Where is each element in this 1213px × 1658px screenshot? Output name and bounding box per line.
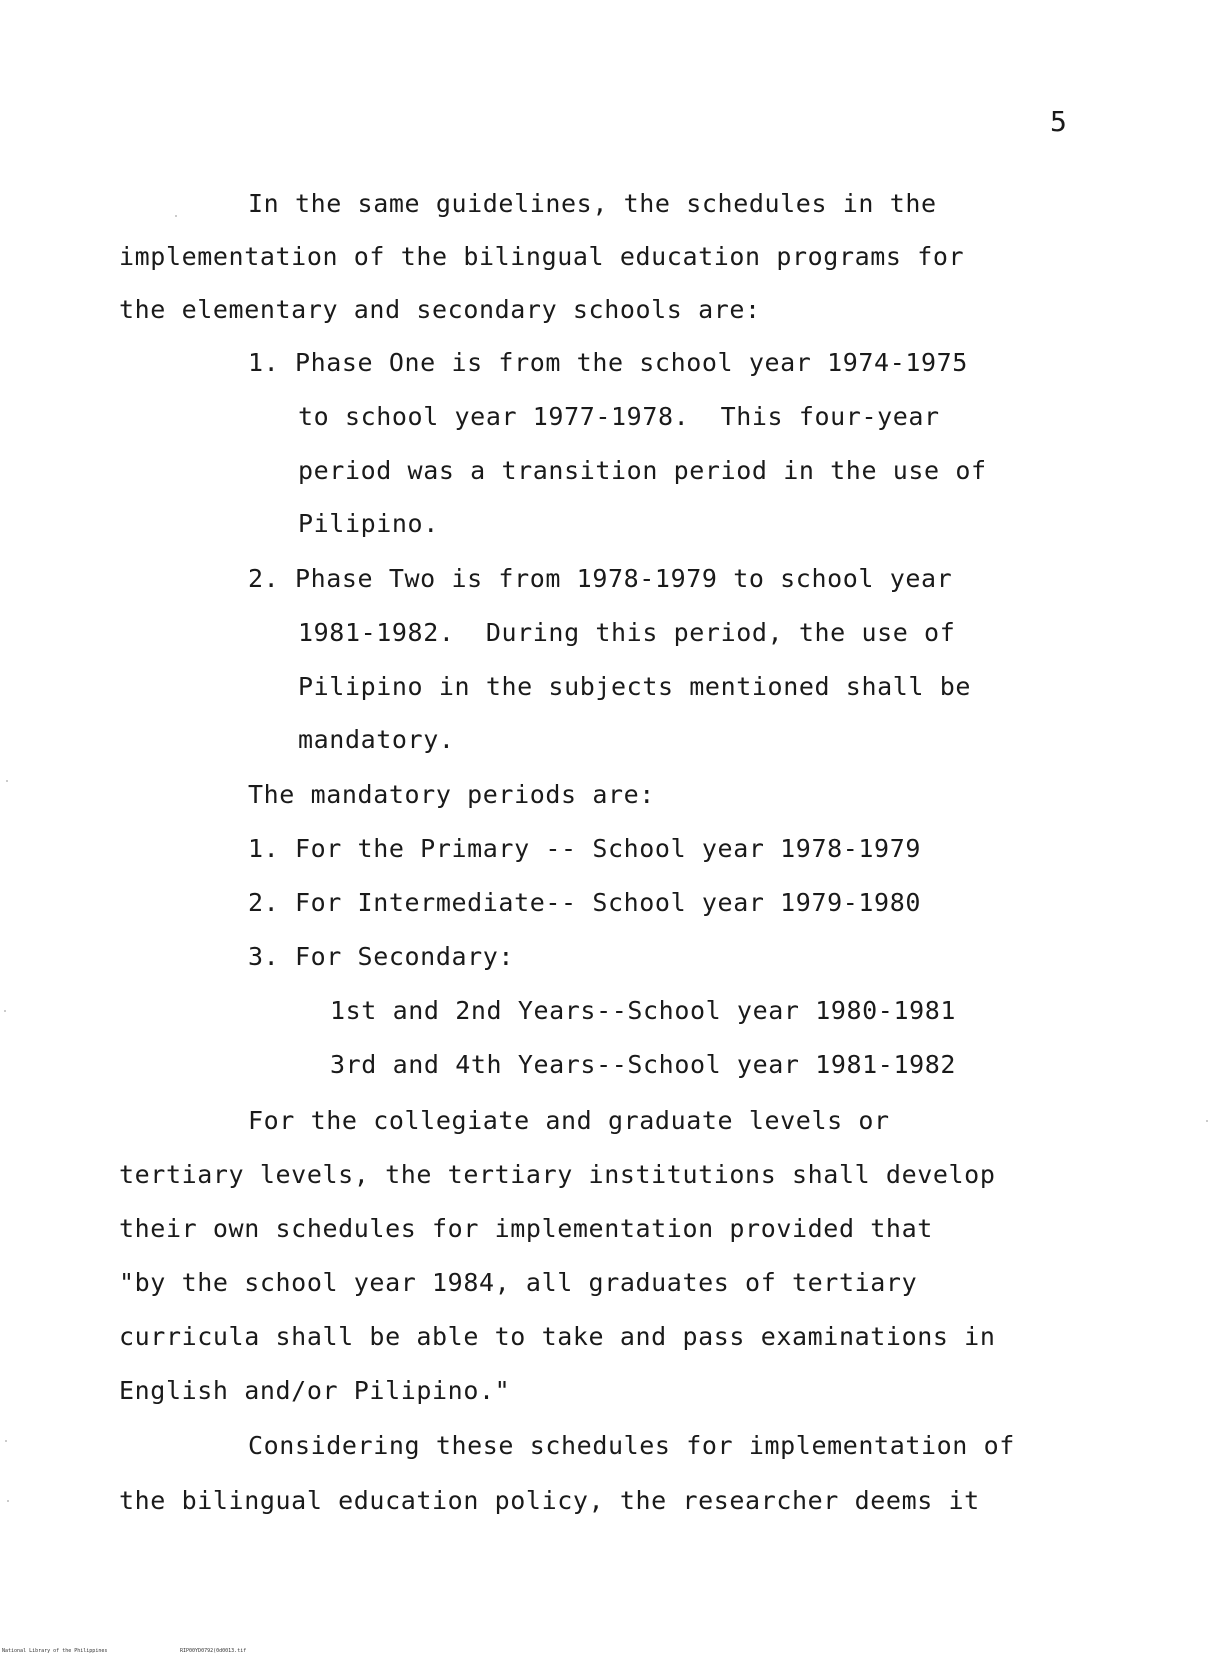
footer-code: RIP00YD0792(0d0013.tif [180,1648,247,1654]
text-line: to school year 1977-1978. This four-year [298,402,940,431]
list-item: 3. For Secondary: [248,942,515,971]
text-line: 1981-1982. During this period, the use of [298,618,956,647]
footer-library: National Library of the Philippines [2,1648,108,1654]
list-item: 1st and 2nd Years--School year 1980-1981 [330,996,957,1025]
text-line: the bilingual education policy, the researcher deems it [119,1486,980,1515]
text-line: Pilipino in the subjects mentioned shall be [298,672,972,701]
scan-speck [1206,1120,1208,1122]
page-number: 5 [1050,105,1067,138]
list-item: 2. For Intermediate-- School year 1979-1980 [248,888,922,917]
list-item: 1. For the Primary -- School year 1978-1979 [248,834,922,863]
text-line: "by the school year 1984, all graduates of tertiary [119,1268,918,1297]
scan-speck [175,215,177,217]
scan-speck [4,1010,6,1012]
scan-speck [7,1500,9,1502]
text-line: tertiary levels, the tertiary institutions shall develop [119,1160,996,1189]
text-line: the elementary and secondary schools are: [119,295,761,324]
text-line: Considering these schedules for implementation of [248,1431,1015,1460]
text-line: English and/or Pilipino." [119,1376,511,1405]
scan-speck [6,780,8,782]
text-line: For the collegiate and graduate levels or [248,1106,890,1135]
text-line: In the same guidelines, the schedules in the [248,189,937,218]
text-line: implementation of the bilingual education programs for [119,242,965,271]
list-item: 1. Phase One is from the school year 1974-1975 [248,348,968,377]
text-line: Pilipino. [298,509,439,538]
text-line: their own schedules for implementation provided that [119,1214,933,1243]
scan-speck [5,1440,7,1442]
list-item: 2. Phase Two is from 1978-1979 to school year [248,564,953,593]
text-line: The mandatory periods are: [248,780,655,809]
text-line: mandatory. [298,725,455,754]
text-line: curricula shall be able to take and pass examinations in [119,1322,996,1351]
text-line: period was a transition period in the use of [298,456,987,485]
list-item: 3rd and 4th Years--School year 1981-1982 [330,1050,957,1079]
